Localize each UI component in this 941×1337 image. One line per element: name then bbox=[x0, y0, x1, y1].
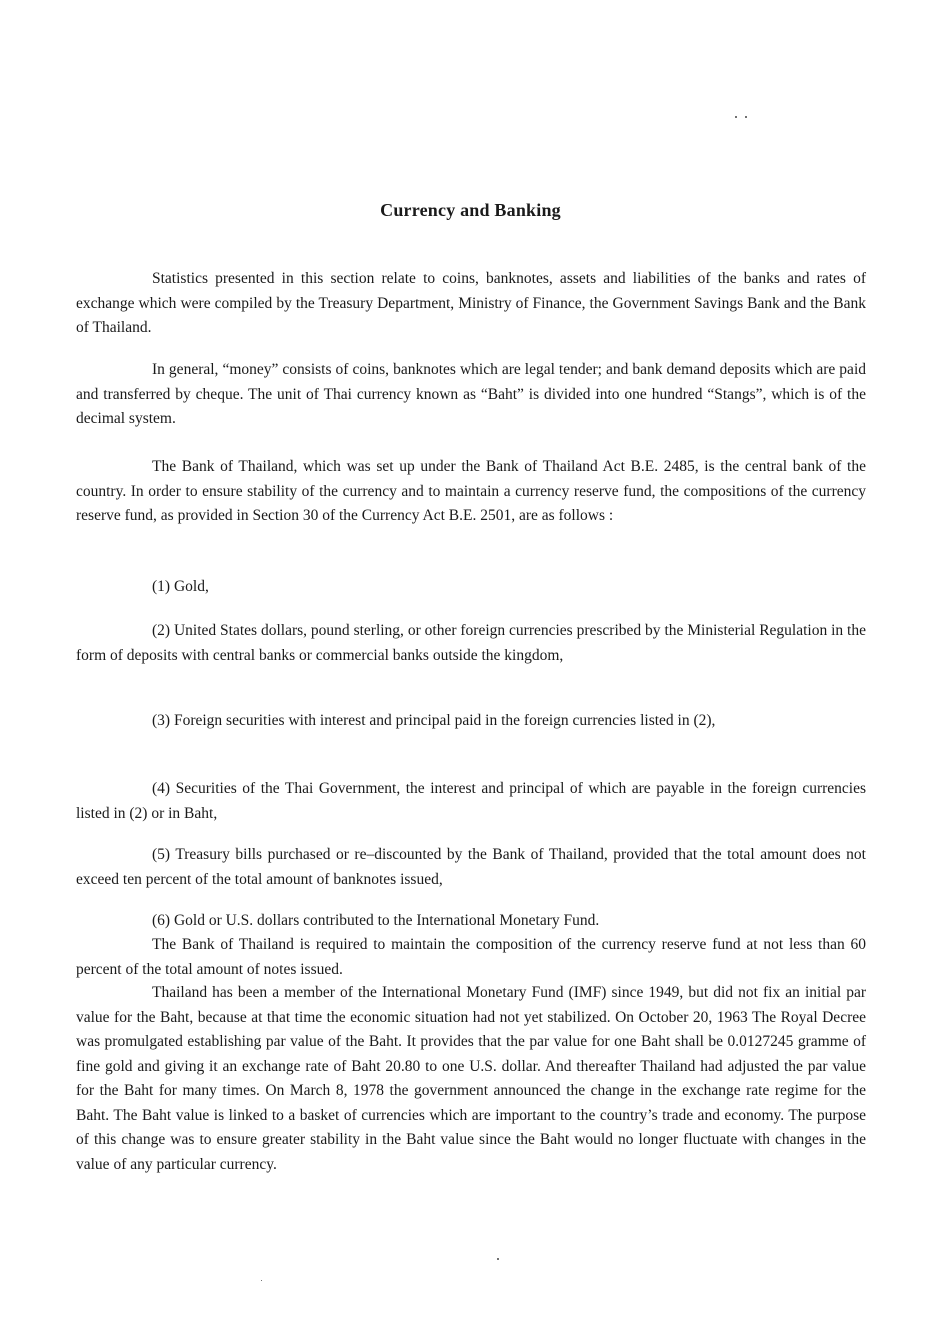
scan-speck bbox=[735, 116, 737, 118]
scan-speck bbox=[497, 1258, 499, 1260]
list-item-thai-securities: (4) Securities of the Thai Government, the interest and principal of which are payable in the foreign currencies listed in (2) or in Baht, bbox=[76, 780, 866, 822]
scan-speck bbox=[745, 116, 747, 118]
reserve-requirement-paragraph: The Bank of Thailand is required to maintain the composition of the currency reserve fund at not less than 60 percent of the total amount of notes issued. bbox=[76, 936, 866, 978]
list-item-foreign-securities: (3) Foreign securities with interest and principal paid in the foreign currencies listed in (2), bbox=[152, 712, 716, 729]
money-paragraph: In general, “money” consists of coins, banknotes which are legal tender; and bank demand deposits which are paid and transferred by cheque. The unit of Thai currency known as “Baht” is divided into one hundred “Stangs”, which is of the decimal system. bbox=[76, 361, 866, 427]
list-item-foreign-currencies: (2) United States dollars, pound sterling, or other foreign currencies prescribed by the Ministerial Regulation in the form of deposits with central banks or commercial banks outside the kingdom, bbox=[76, 622, 866, 664]
scan-speck bbox=[261, 1280, 262, 1281]
list-item-imf-contribution: (6) Gold or U.S. dollars contributed to the International Monetary Fund. bbox=[152, 912, 600, 929]
list-item-treasury-bills: (5) Treasury bills purchased or re–discounted by the Bank of Thailand, provided that the total amount does not exceed ten percent of the total amount of banknotes issued, bbox=[76, 846, 866, 888]
bank-of-thailand-paragraph: The Bank of Thailand, which was set up under the Bank of Thailand Act B.E. 2485, is the central bank of the country. In order to ensure stability of the currency and to maintain a currency reserve fund, the compositions of the currency reserve fund, as provided in Section 30 of the Currency Act B.E. 2501, are as follows : bbox=[76, 458, 866, 524]
list-item-gold: (1) Gold, bbox=[152, 578, 209, 595]
intro-paragraph: Statistics presented in this section relate to coins, banknotes, assets and liabilities of the banks and rates of exchange which were compiled by the Treasury Department, Ministry of Finance, the Government Savings Bank and the Bank of Thailand. bbox=[76, 270, 866, 336]
imf-par-value-paragraph: Thailand has been a member of the International Monetary Fund (IMF) since 1949, but did not fix an initial par value for the Baht, because at that time the economic situation had not yet stabilized. On October 20, 1963 The Royal Decree was promulgated establishing par value of the Baht. It provides that the par value for one Baht shall be 0.0127245 gramme of fine gold and giving it an exchange rate of Baht 20.80 to one U.S. dollar. And thereafter Thailand had adjusted the par value for the Baht for many times. On March 8, 1978 the government announced the change in the exchange rate regime for the Baht. The Baht value is linked to a basket of currencies which are important to the country’s trade and economy. The purpose of this change was to ensure greater stability in the Baht value since the Baht would no longer fluctuate with changes in the value of any particular currency. bbox=[76, 984, 866, 1173]
page-title: Currency and Banking bbox=[380, 200, 561, 220]
